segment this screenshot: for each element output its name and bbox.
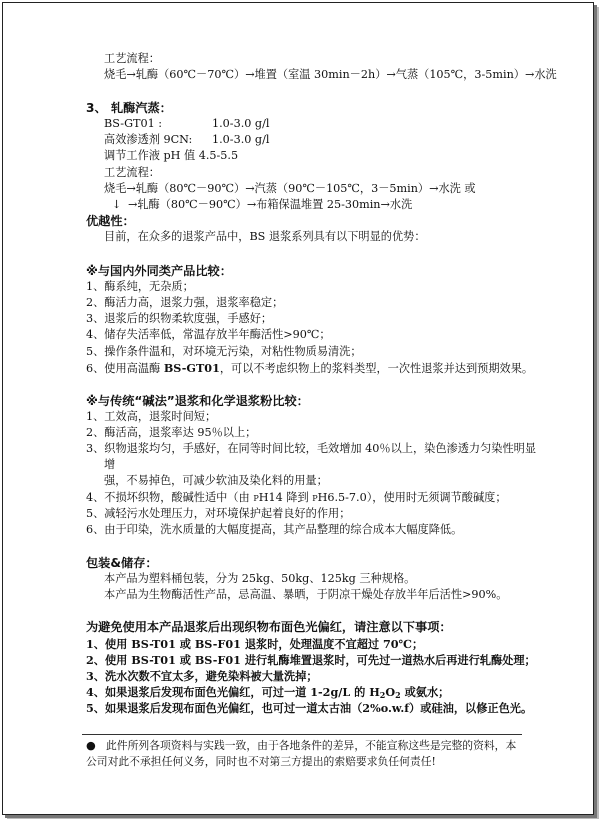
alkali-item-4-a: 4、不损坏织物，酸碱性适中（由 [86, 491, 254, 504]
section3-process-label: 工艺流程： [104, 166, 160, 179]
domestic-item-6-suffix: ，可以不考虑织物上的浆料类型，一次性退浆并达到预期效果。 [219, 362, 534, 375]
alkali-item-4-c: H6.5-7.0），使用时无须调节酸碱度； [317, 491, 507, 504]
packaging-line-2: 本产品为生物酶活性产品，忌高温、暴晒，于阴凉干燥处存放半年后活性>90%。 [104, 588, 508, 601]
note-4-a: 4、如果退浆后发现布面色光偏红，可过一道 1-2g/L 的 H [86, 685, 380, 699]
alkali-item-6: 6、由于印染，洗水质量的大幅度提高，其产品整理的综合成本大幅度降低。 [86, 523, 463, 536]
domestic-item-3: 3、退浆后的织物柔软度强，手感好； [86, 312, 273, 325]
domestic-item-6-prefix: 6、使用高温酶 [86, 362, 164, 375]
note-4-c: 或氨水； [400, 685, 450, 699]
footer-bullet-icon: ● [86, 739, 96, 752]
note-1: 1、使用 BS-T01 或 BS-F01 退浆时，处理温度不宜超过 70℃； [86, 637, 424, 651]
alkali-item-4 [86, 491, 507, 506]
section3-flow2-arrow: ↓ [112, 198, 122, 211]
notes-title: 为避免使用本产品退浆后出现织物布面色光偏红，请注意以下事项： [86, 620, 452, 634]
section3-ph: 调节工作液 pH 值 4.5-5.5 [104, 149, 239, 162]
section3-title: 3、 轧酶汽蒸： [86, 101, 172, 115]
alkali-item-3b: 增 [104, 458, 116, 471]
section3-item1-name: BS-GT01 : [104, 117, 163, 130]
section3-flow1: 烧毛→轧酶（80℃－90℃）→汽蒸（90℃－105℃，3－5min）→水洗 或 [104, 182, 476, 195]
alkali-item-3a: 3、织物退浆均匀，手感好，在同等时间比较，毛效增加 40％以上，染色渗透力匀染性明显 [86, 442, 537, 455]
note-4-sub1: 2 [379, 690, 386, 700]
alkali-item-4-p1: P [253, 494, 259, 503]
note-5: 5、如果退浆后发现布面色光偏红，也可过一道太古油（2%o.w.f）或硅油，以修正色光。 [86, 701, 533, 715]
alkali-item-3c: 强，不易掉色，可减少软油及染化料的用量； [104, 474, 328, 487]
domestic-item-4: 4、储存失活率低，常温存放半年酶活性>90℃； [86, 328, 331, 341]
section3-item1-value: 1.0-3.0 g/l [212, 117, 270, 130]
domestic-item-2: 2、酶活力高，退浆力强，退浆率稳定； [86, 296, 284, 309]
note-4 [86, 685, 449, 702]
section3-item2-value: 1.0-3.0 g/l [212, 133, 270, 146]
footer-disclaimer-line-1: 此件所列各项资料与实践一致，由于各地条件的差异，不能宣称这些是完整的资料，本 [106, 739, 517, 752]
process-label: 工艺流程： [104, 52, 160, 65]
note-3: 3、洗水次数不宜太多，避免染料被大量洗掉； [86, 669, 318, 683]
footer-disclaimer-line-2: 公司对此不承担任何义务，同时也不对第三方提出的索赔要求负任何责任! [86, 755, 436, 768]
domestic-item-6-product: BS-GT01 [163, 361, 220, 375]
packaging-title: 包装&储存： [86, 556, 158, 570]
domestic-item-1: 1、酶系纯，无杂质； [86, 280, 194, 293]
alkali-item-2: 2、酶活高，退浆率达 95％以上； [86, 426, 257, 439]
note-4-b: O [385, 685, 396, 699]
domestic-item-5: 5、操作条件温和，对环境无污染，对粘性物质易清洗； [86, 345, 362, 358]
alkali-item-1: 1、工效高，退浆时间短； [86, 410, 217, 423]
packaging-line-1: 本产品为塑料桶包装，分为 25kg、50kg、125kg 三种规格。 [104, 572, 416, 585]
alkali-item-4-p2: P [312, 494, 318, 503]
footer-divider [82, 734, 522, 735]
domestic-compare-title: ※与国内外同类产品比较： [86, 264, 232, 278]
alkali-item-4-b: H14 降到 [258, 491, 313, 504]
alkali-compare-title: ※与传统“碱法”退浆和化学退浆粉比较： [86, 394, 309, 408]
advantages-intro: 目前，在众多的退浆产品中，BS 退浆系列具有以下明显的优势： [104, 230, 426, 243]
alkali-item-5: 5、减轻污水处理压力，对环境保护起着良好的作用； [86, 507, 351, 520]
process-flow: 烧毛→轧酶（60℃－70℃）→堆置（室温 30min－2h）→气蒸（105℃，3-5min）→水洗 [104, 68, 557, 81]
note-4-sub2: 2 [395, 690, 401, 700]
note-2: 2、使用 BS-T01 或 BS-F01 进行轧酶堆置退浆时，可先过一道热水后再进行轧酶处理； [86, 653, 536, 667]
section3-item2-name: 高效渗透剂 9CN: [104, 133, 193, 146]
domestic-item-6 [86, 361, 533, 376]
advantages-title: 优越性： [86, 214, 135, 228]
section3-flow2: →轧酶（80℃－90℃）→布箱保温堆置 25-30min→水洗 [128, 198, 413, 211]
